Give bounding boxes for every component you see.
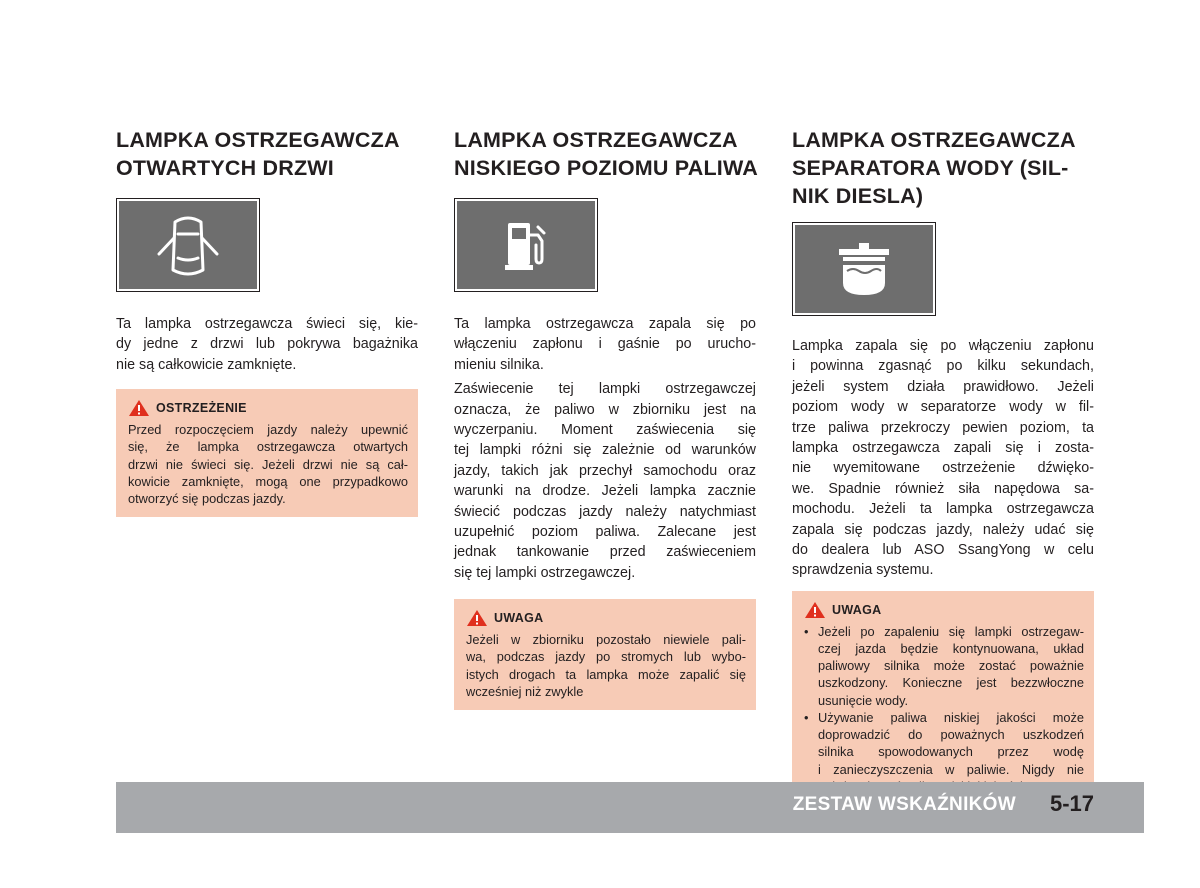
door-warning-lamp [116, 198, 260, 292]
body-paragraph: Zaświecenie tej lampki ostrzegawczej oznacza, że paliwo w zbiorniku jest na wyczerpaniu. Moment zaświecenia się tej lampki różni się zależnie od warunków jazdy, takich jak przechył samochodu oraz warunki na drodze. Jeżeli lampka zacznie świecić podczas jazdy należy natychmiast uzupełnić poziom paliwa. Zalecane jest jednak tankowanie przed zaświeceniem się tej lampki ostrzegawczej. [454, 381, 756, 581]
water-separator-icon [829, 237, 899, 301]
fuel-warning-lamp [454, 198, 598, 292]
caution-note [454, 599, 756, 710]
page-footer [116, 782, 1144, 833]
list-item: • Jeżeli po zapaleniu się lampki ostrzegaw- czej jazda będzie kontynuowana, układ paliwowy silnika może zostać poważnie uszkodzony. Konieczne jest bezzwłoczne usunięcie wody. [804, 623, 1084, 709]
body-paragraph: Ta lampka ostrzegawcza świeci się, kie- dy jedne z drzwi lub pokrywa bagażnika nie są całkowicie zamknięte. [116, 316, 418, 373]
warning-triangle-icon [466, 609, 488, 627]
note-title: OSTRZEŻENIE [156, 401, 247, 416]
water-separator-lamp [792, 222, 936, 316]
door-open-car-icon [143, 208, 233, 282]
column-fuel-warning [454, 126, 759, 710]
body-paragraph: Ta lampka ostrzegawcza zapala się po włączeniu zapłonu i gaśnie po urucho- mieniu silnika. [454, 316, 756, 373]
note-bullet-list [804, 623, 1084, 795]
caution-note [792, 591, 1094, 805]
warning-note [116, 389, 418, 517]
column-door-warning [116, 126, 418, 517]
footer-section-title: ZESTAW WSKAŹNIKÓW [792, 794, 1016, 815]
section-heading: LAMPKA OSTRZEGAWCZA OTWARTYCH DRZWI [116, 128, 400, 180]
list-item: • Używanie paliwa niskiej jakości może doprowadzić do poważnych uszkodzeń silnika spowodowanych przez wodę i zanieczyszczenia w paliwie. Nigdy nie [804, 709, 1084, 795]
section-heading: LAMPKA OSTRZEGAWCZA NISKIEGO POZIOMU PALIWA [454, 128, 759, 180]
note-text: Jeżeli w zbiorniku pozostało niewiele pali- wa, podczas jazdy po stromych lub wybo- istych drogach ta lampka może zapalić się wcześniej niż zwykle [466, 632, 746, 699]
warning-triangle-icon [128, 399, 150, 417]
body-paragraph: Lampka zapala się po włączeniu zapłonu i powinna zgasnąć po kilku sekundach, jeżeli system działa prawidłowo. Jeżeli poziom wody w separatorze wody w fil- trze paliwa przekroczy pewien poziom, ta lampka ostrzegawcza zapali się i zosta- nie wyemitowane ostrzeżenie dźwięko- we. Spadnie również siła napędowa sa- mochodu. Jeżeli ta lampka ostrzegawcza zapala się podczas jazdy, należy udać się do dealera lub ASO SsangYong w celu sprawdzenia systemu. [792, 338, 1094, 579]
note-title: UWAGA [494, 611, 544, 626]
page-number: 5-17 [1049, 791, 1094, 816]
warning-triangle-icon [804, 601, 826, 619]
note-text: Przed rozpoczęciem jazdy należy upewnić się, że lampka ostrzegawcza otwartych drzwi nie świeci się. Jeżeli drzwi nie są cał- kowicie zamknięte, mogą one przypadkowo otworzyć się podczas jazdy. [128, 422, 408, 507]
column-water-separator-warning [792, 126, 1094, 805]
note-title: UWAGA [832, 602, 882, 617]
fuel-pump-icon [496, 213, 556, 277]
section-heading: LAMPKA OSTRZEGAWCZA SEPARATORA WODY (SIL- NIK DIESLA) [792, 128, 1076, 208]
